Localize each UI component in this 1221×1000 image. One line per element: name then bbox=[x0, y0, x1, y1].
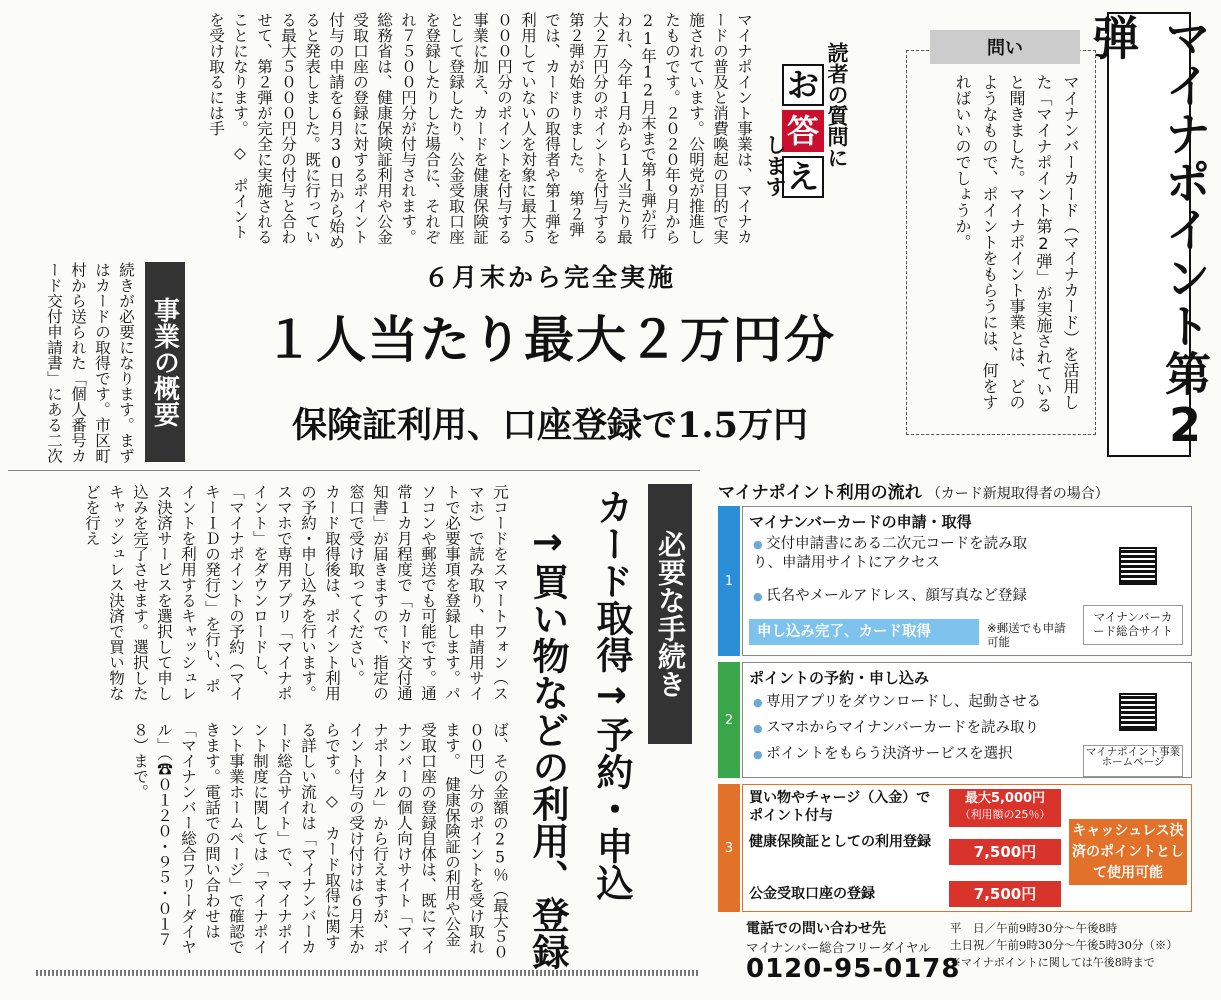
contact-hours-2: 土日祝／午前9時30分～午後5時30分（※） bbox=[950, 938, 1178, 952]
step3-row2-amount: 7,500円 bbox=[949, 839, 1061, 865]
step3-box bbox=[742, 784, 1192, 912]
badge-e: え bbox=[782, 156, 824, 198]
contact-hours-3: ※マイナポイントに関しては午後8時まで bbox=[950, 956, 1155, 969]
step1-heading: マイナンバーカードの申請・取得 bbox=[749, 513, 972, 531]
step1-band bbox=[718, 506, 740, 656]
step3-row2-label: 健康保険証としての利用登録 bbox=[749, 834, 931, 850]
procedure-headline-1: カード取得→予約・申込 bbox=[590, 488, 633, 901]
procedure-body: 元コードをスマートフォン（スマホ）で読み取り、申請用サイトで必要事項を登録します。パソコンや郵送でも可能です。通常１カ月程度で「カード交付通知書」が届きますので、指定の窓口で受け取ってください。 カード取得後は、ポイント利用の予約・申し込みを行います。スマホで専用アプリ「マイナポイント」をダウンロードし、「マイナポイントの予約（マイキーＩＤの発行）」を行い、ポイントを利用するキャッシュレス決済サービスを選択して申し込みを完了させます。選択したキャッシュレス決済で買い物などを行え bbox=[83, 484, 509, 701]
step2-box bbox=[742, 662, 1192, 778]
step1-done: 申し込み完了、カード取得 bbox=[749, 619, 979, 645]
procedure-headline-2: →買い物などの利用、登録 bbox=[526, 520, 569, 970]
step3-row1-amount: 最大5,000円 （利用額の25％） bbox=[949, 789, 1061, 827]
answer-badge bbox=[760, 38, 852, 218]
headline-deck: 保険証利用、口座登録で1.5万円 bbox=[292, 405, 808, 446]
step1-number: 1 bbox=[724, 573, 734, 589]
question-text: マイナンバーカード（マイナカード）を活用した「マイナポイント第2弾」が実施されていると聞きました。マイナポイント事業とは、どのようなもので、ポイントをもらうには、何をすればいいのでしょうか。 bbox=[953, 74, 1080, 413]
badge-line2: します bbox=[763, 134, 787, 197]
step3-callout: キャッシュレス決済のポイントとして使用可能 bbox=[1069, 819, 1187, 885]
overview-body: マイナポイント事業は、マイナカードの普及と消費喚起の目的で実施されています。公明党が推進したものです。２０２０年９月から21年12月末まで第１弾が行われ、今年１月から１人当たり最大２万円分のポイントを付与する第２弾が始まりました。 第２弾では、カードの取得者や第１弾を利用していない人を対象に最大５０００円分のポイントを付与する事業に加え、カードを健康保険証として登録したり、公金受取口座を登録したりした場合に、それぞれ７５００円分が付与されます。 総務省は、健康保険証利用や公金受取口座の登録に対するポイント付与の申請を６月30日から始めると発表しました。既に行っている最大５０００円分の付与と合わせて、第２弾が完全に実施されることになります。 ◇ ポイントを受け取るには手 bbox=[207, 12, 753, 253]
article-title: マイナポイント第2弾 bbox=[1107, 12, 1191, 457]
flow-title: マイナポイント利用の流れ bbox=[718, 483, 922, 503]
section-rule bbox=[8, 470, 700, 471]
overview-body-continued: 続きが必要になります。まずはカードの取得です。市区町村から送られた「個人番号カード交付申請書」にある二次 bbox=[45, 262, 135, 464]
step3-row1-label: 買い物やチャージ（入金）でポイント付与 bbox=[749, 790, 931, 824]
headline-sub: ６月末から完全実施 bbox=[423, 263, 676, 292]
bottom-rule bbox=[36, 970, 700, 976]
step2-qr-caption: マイナポイント事業ホームページ bbox=[1083, 745, 1183, 777]
procedure-label: 必要な手続き bbox=[648, 484, 692, 744]
badge-o: お bbox=[782, 64, 824, 106]
step2-item-1: ● 専用アプリをダウンロードし、起動させる bbox=[753, 693, 1073, 712]
contact-name: マイナンバー総合フリーダイヤル bbox=[746, 940, 931, 955]
headline-main: １人当たり最大２万円分 bbox=[264, 310, 836, 369]
contact-heading: 電話での問い合わせ先 bbox=[746, 921, 886, 937]
step3-row3-label: 公金受取口座の登録 bbox=[749, 886, 875, 902]
step1-item-1: ● 交付申請書にある二次元コードを読み取り、申請用サイトにアクセス bbox=[753, 535, 1043, 573]
step1-box bbox=[742, 506, 1192, 656]
step2-band bbox=[718, 662, 740, 778]
question-label: 問い bbox=[930, 30, 1080, 64]
step2-item-3: ● ポイントをもらう決済サービスを選択 bbox=[753, 745, 1073, 764]
badge-line1: 読者の質問に bbox=[825, 42, 849, 168]
step2-item-2: ● スマホからマイナンバーカードを読み取り bbox=[753, 719, 1073, 738]
qr-code-icon bbox=[1119, 693, 1157, 731]
step1-item-2: ● 氏名やメールアドレス、顔写真など登録 bbox=[753, 587, 1073, 606]
step2-number: 2 bbox=[724, 712, 734, 728]
step3-band bbox=[718, 784, 740, 912]
overview-label: 事業の概要 bbox=[145, 262, 185, 462]
step3-row3-amount: 7,500円 bbox=[949, 881, 1061, 907]
contact-phone: 0120-95-0178 bbox=[746, 954, 961, 984]
flow-title-note: （カード新規取得者の場合） bbox=[926, 486, 1109, 502]
step1-qr-caption: マイナンバーカード総合サイト bbox=[1083, 605, 1183, 645]
step1-note: ※郵送でも申請可能 bbox=[987, 621, 1066, 649]
flow-chart bbox=[718, 478, 1196, 998]
step2-heading: ポイントの予約・申し込み bbox=[749, 669, 930, 687]
contact-block bbox=[742, 918, 1192, 996]
procedure-body-continued: ば、その金額の25％（最大５０００円）分のポイントを受け取れます。 健康保険証の利用や公金受取口座の登録自体は、既にマイナンバーの個人向けサイト「マイナポータル」から行えますが、ポイント付与の受け付けは６月末からです。 ◇ カード取得に関する詳しい流れは「マイナンバーカード総合サイト」で、マイナポイント制度に関しては「マイナポイント事業ホームページ」で確認できます。電話での問い合わせは「マイナンバー総合フリーダイヤル」（☎０１２０・９５・０１７８）まで。 bbox=[131, 722, 509, 960]
step3-number: 3 bbox=[724, 840, 734, 856]
contact-hours-1: 平 日／午前9時30分～午後8時 bbox=[950, 921, 1118, 935]
qr-code-icon bbox=[1119, 547, 1157, 585]
badge-kotae: 答 bbox=[782, 110, 824, 152]
